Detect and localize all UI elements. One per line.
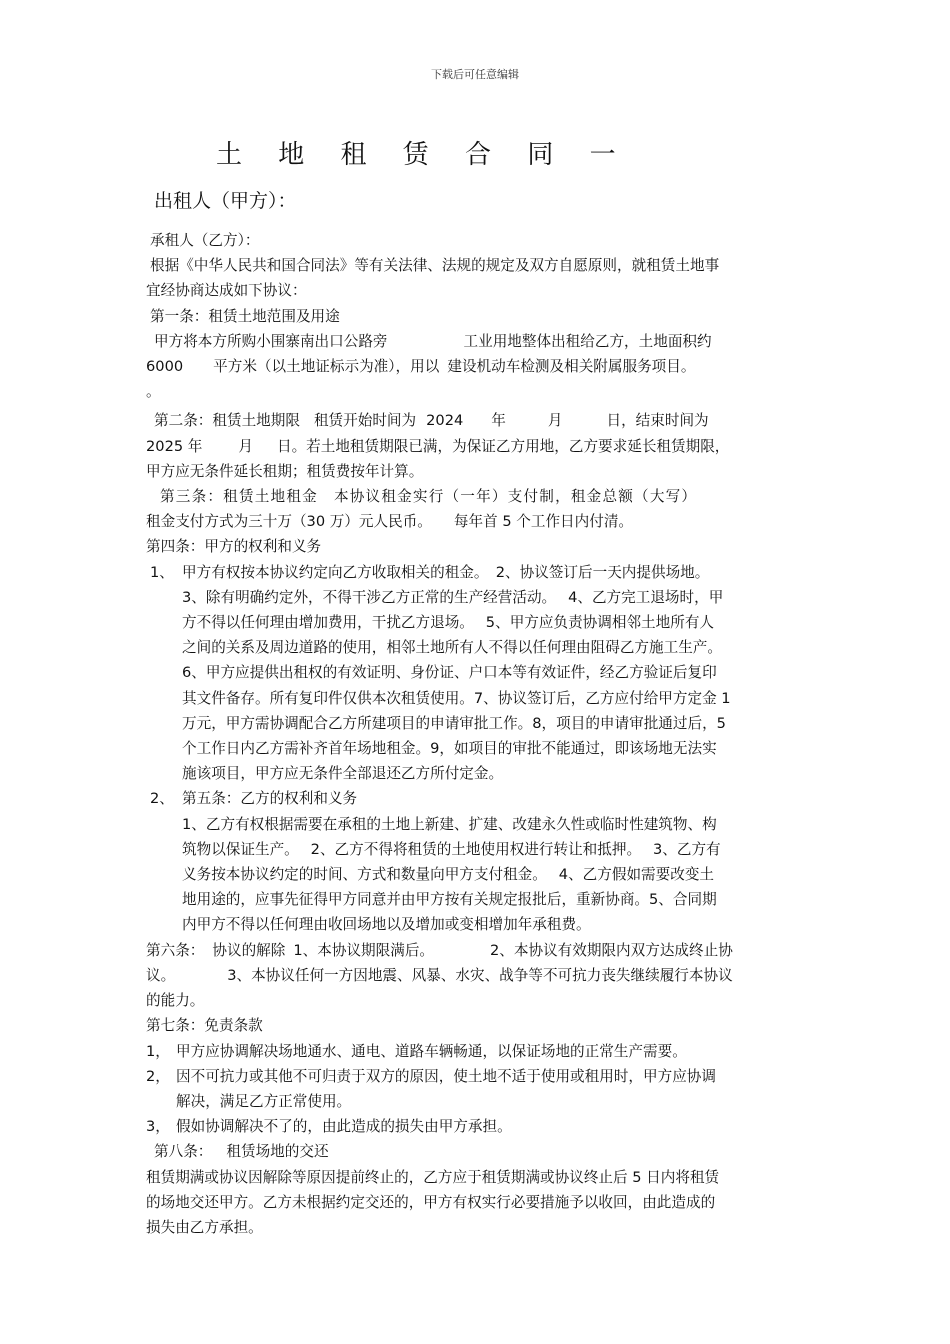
article-1-title: 第一条：租赁土地范围及用途	[150, 307, 340, 325]
intro-line: 宜经协商达成如下协议：	[146, 282, 307, 300]
article-1-line: 6000 平方米（以土地证标示为准），用以 建设机动车检测及相关附属服务项目。	[146, 358, 696, 376]
article-7-title: 第七条：免责条款	[146, 1017, 263, 1035]
article-6-line: 议。 3、本协议任何一方因地震、风暴、水灾、战争等不可抗力丧失继续履行本协议	[146, 966, 733, 984]
contract-body	[146, 228, 811, 1240]
lessee-line: 承租人（乙方）：	[150, 232, 260, 249]
article-7-item: 3， 假如协调解决不了的，由此造成的损失由甲方承担。	[146, 1118, 512, 1136]
list-number: 1、	[150, 563, 174, 581]
article-6-line: 第六条： 协议的解除 1、本协议期限满后。 2、本协议有效期限内双方达成终止协	[146, 941, 733, 959]
page-header: 下载后可任意编辑	[431, 68, 519, 81]
article-4-content: 3、除有明确约定外，不得干涉乙方正常的生产经营活动。 4、乙方完工退场时，甲 方不得以任何理由增加费用，干扰乙方退场。 5、甲方应负责协调相邻土地所有人 之间的关系及周边道路的使用，相邻土地所有人不得以任何理由阻碍乙方施工生产。 6、甲方应提供出租权的有效证明、身份证、户口本等有效证件，经乙方验证后复印 其文件备存。所有复印件仅供本次租赁使用。7、协议签订后，乙方应付给甲方定金 1 万元，甲方需协调配合乙方所建项目的申请审批工作。8，项目的申请审批通过后，5 个工作日内乙方需补齐首年场地租金。9，如项目的审批不能通过，即该场地无法实 施该项目，甲方应无条件全部退还乙方所付定金。	[182, 588, 731, 783]
article-8-title: 第八条： 租赁场地的交还	[154, 1143, 329, 1161]
document-title: 土 地 租 赁 合 同 一	[216, 140, 630, 170]
article-5-content: 1、乙方有权根据需要在承租的土地上新建、扩建、改建永久性或临时性建筑物、构 筑物以保证生产。 2、乙方不得将租赁的土地使用权进行转让和抵押。 3、乙方有 义务按本协议约定的时间、方式和数量向甲方支付租金。 4、乙方假如需要改变土 地用途的，应事先征得甲方同意并由甲方按有关规定报批后，重新协商。5、合同期 内甲方不得以任何理由收回场地以及增加或变相增加年承租费。	[182, 815, 721, 934]
article-4-list-item: 1、 甲方有权按本协议约定向乙方收取相关的租金。 2、协议签订后一天内提供场地。	[146, 560, 811, 585]
article-3-line: 第三条：租赁土地租金 本协议租金实行（一年）支付制，租金总额（大写）	[160, 488, 698, 506]
article-8-line: 损失由乙方承担。	[146, 1218, 263, 1236]
article-7-item: 1， 甲方应协调解决场地通水、通电、道路车辆畅通，以保证场地的正常生产需要。	[146, 1042, 687, 1060]
article-2-line: 2025 年 月 日。若土地租赁期限已满，为保证乙方用地，乙方要求延长租赁期限，	[146, 437, 730, 455]
article-6-line: 的能力。	[146, 992, 205, 1010]
article-4-title: 第四条：甲方的权利和义务	[146, 538, 322, 556]
article-1-line: 甲方将本方所购小围寨南出口公路旁 工业用地整体出租给乙方，土地面积约	[154, 332, 712, 350]
article-3-line: 租金支付方式为三十万（30 万）元人民币。 每年首 5 个工作日内付清。	[146, 513, 634, 531]
article-8-line: 租赁期满或协议因解除等原因提前终止的，乙方应于租赁期满或协议终止后 5 日内将租赁	[146, 1168, 720, 1186]
list-number: 2、	[150, 790, 174, 808]
article-2-line: 甲方应无条件延长租期；租赁费按年计算。	[146, 462, 424, 480]
intro-line: 根据《中华人民共和国合同法》等有关法律、法规的规定及双方自愿原则，就租赁土地事	[150, 257, 720, 275]
article-2-line: 第二条：租赁土地期限 租赁开始时间为 2024 年 月 日，结束时间为	[154, 412, 709, 430]
article-1-line: 。	[146, 383, 161, 401]
article-8-line: 的场地交还甲方。乙方未根据约定交还的，甲方有权实行必要措施予以收回，由此造成的	[146, 1193, 716, 1211]
article-5-title: 第五条：乙方的权利和义务	[182, 790, 358, 808]
lessor-line: 出租人（甲方）：	[154, 190, 297, 212]
article-7-item: 2， 因不可抗力或其他不可归责于双方的原因，使土地不适于使用或租用时，甲方应协调 解决，满足乙方正常使用。	[146, 1067, 716, 1110]
article-5-list-item	[146, 786, 811, 811]
